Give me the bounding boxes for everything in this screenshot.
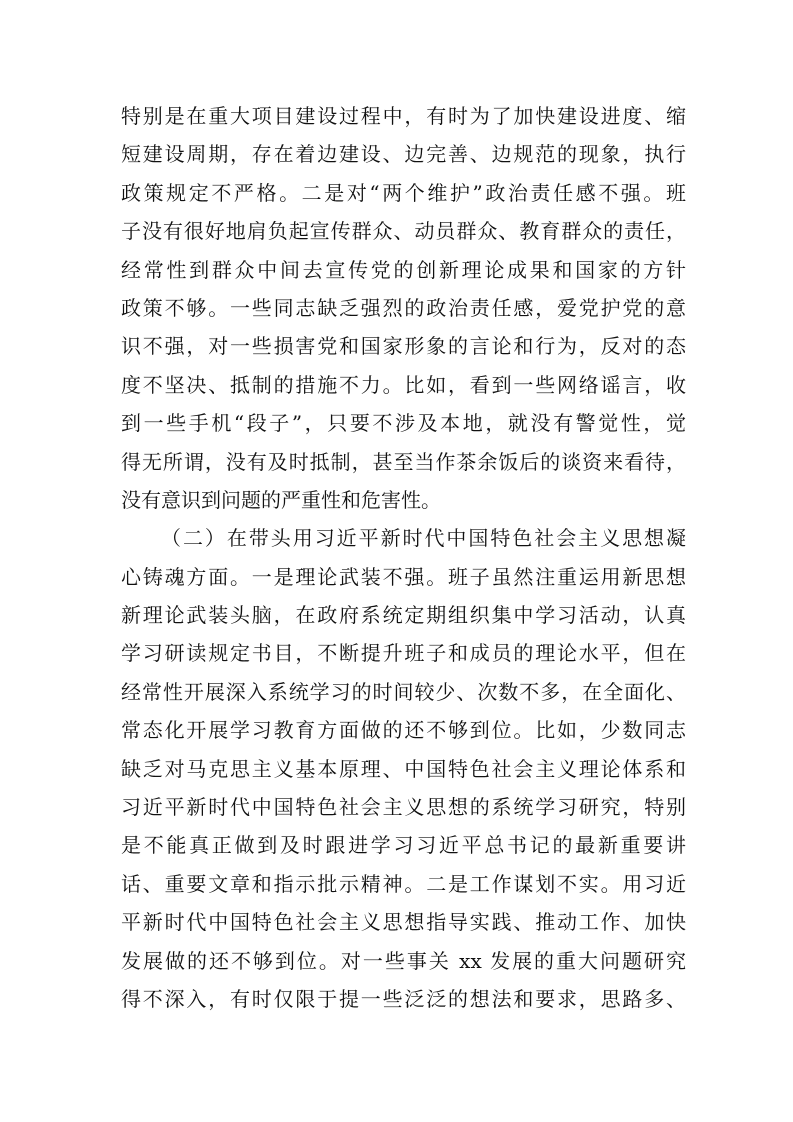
text-line: 是不能真正做到及时跟进学习习近平总书记的最新重要讲 — [121, 833, 686, 858]
text-line: 得无所谓，没有及时抵制，甚至当作茶余饭后的谈资来看待， — [121, 449, 686, 474]
text-line: 得不深入，有时仅限于提一些泛泛的想法和要求，思路多、 — [121, 986, 686, 1011]
text-line: 发展做的还不够到位。对一些事关 xx 发展的重大问题研究 — [121, 948, 686, 973]
text-line: 短建设周期，存在着边建设、边完善、边规范的现象，执行 — [121, 142, 686, 167]
text-line: 缺乏对马克思主义基本原理、中国特色社会主义理论体系和 — [121, 756, 686, 781]
text-line: 识不强，对一些损害党和国家形象的言论和行为，反对的态 — [121, 334, 686, 359]
text-line: 习近平新时代中国特色社会主义思想的系统学习研究，特别 — [121, 795, 686, 820]
text-line: 经常性到群众中间去宣传党的创新理论成果和国家的方针 — [121, 257, 686, 282]
text-line: 经常性开展深入系统学习的时间较少、次数不多，在全面化、 — [121, 679, 686, 704]
paragraph-2 — [121, 519, 686, 1018]
text-line: 常态化开展学习教育方面做的还不够到位。比如，少数同志 — [121, 718, 686, 743]
text-line: 子没有很好地肩负起宣传群众、动员群众、教育群众的责任， — [121, 219, 686, 244]
text-line: 到一些手机“段子”，只要不涉及本地，就没有警觉性，觉 — [121, 411, 686, 436]
text-line: 政策不够。一些同志缺乏强烈的政治责任感，爱党护党的意 — [121, 295, 686, 320]
text-line: 新理论武装头脑，在政府系统定期组织集中学习活动，认真 — [121, 603, 686, 628]
text-line: 平新时代中国特色社会主义思想指导实践、推动工作、加快 — [121, 910, 686, 935]
text-line: 话、重要文章和指示批示精神。二是工作谋划不实。用习近 — [121, 871, 686, 896]
section-heading-line: （二）在带头用习近平新时代中国特色社会主义思想凝 — [161, 526, 686, 551]
text-line: 政策规定不严格。二是对“两个维护”政治责任感不强。班 — [121, 180, 686, 205]
text-line: 度不坚决、抵制的措施不力。比如，看到一些网络谣言，收 — [121, 372, 686, 397]
text-line: 没有意识到问题的严重性和危害性。 — [121, 487, 441, 512]
paragraph-1 — [121, 97, 686, 519]
text-line: 心铸魂方面。一是理论武装不强。班子虽然注重运用新思想 — [121, 564, 686, 589]
text-line: 学习研读规定书目，不断提升班子和成员的理论水平，但在 — [121, 641, 686, 666]
document-body — [121, 97, 686, 1018]
text-line: 特别是在重大项目建设过程中，有时为了加快建设进度、缩 — [121, 104, 686, 128]
